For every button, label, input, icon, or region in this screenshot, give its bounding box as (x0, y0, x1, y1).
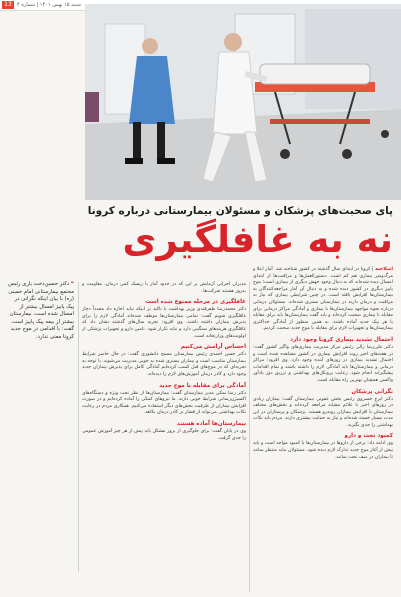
column-divider (78, 282, 79, 572)
section-text: دکتر ایرج خسروی رئیس بخش عفونی بیمارستان گفت: بیماران زیادی در روزهای اخیر با علائم مشابه مراجعه کرده‌اند و بخش‌های مختلف بیمارستان با افزایش بیماران روبه‌رو هستند. پزشکان و پرستاران در این مدت بسیار خسته شده‌اند و نیاز به حمایت بیشتری دارند. مردم باید نکات بهداشتی را جدی بگیرند. (252, 396, 393, 428)
section-text: دکتر حسن احمدی رئیس بیمارستان مسیح دانشوری گفت: در حال حاضر شرایط بیمارستان مناسب است و بیماران بستری شده به خوبی مدیریت می‌شوند. با توجه به تجربه‌ای که در موج‌های قبل کسب کرده‌ایم آمادگی کامل برای پذیرش بیماران جدید وجود دارد و کادر درمان آموزش‌های لازم را دیده‌اند. (82, 352, 246, 377)
header-text: شنبه ۱۵ بهمن ۱۴۰۱ | شماره ۴ (17, 2, 81, 8)
section-heading: بیمارستان‌ها آماده هستند (176, 420, 246, 427)
intro-text: | کرونا در ابتدای سال گذشته در کشور شناخته شد. آمار ابتلا و مرگ‌ومیر بیماری هم کم است. دستورالعمل‌ها و مراقبت‌ها از ابتدای امسال دیده شده‌اند که به دنبال وجود جهش دیگری از بیماری است؛ موج پاییز دیگری در کشور دیده شده و به دنبال آن آمار مراجعه‌کنندگان به بیمارستان‌ها افزایش یافته است. در چنین شرایطی بیماری که نیاز به مراقبت و درمان دارند در بیمارستان بستری شده‌اند. مسئولان درمانی درباره نحوه مواجهه بیمارستان‌ها با بیماری و آمادگی مراکز درمانی برای مقابله با بیماری صحبت کرده‌اند و باید گفت بیمارستان‌ها باید برای مقابله با هر پیک جدید آماده باشند. به همین منظور از آمادگی حداکثری بیمارستان‌ها و تجهیزات لازم برای مقابله با موج جدید صحبت کردیم. (253, 267, 393, 332)
section-heading: نگرانی پزشکان (351, 388, 393, 395)
section-text: وی ادامه داد: برخی از داروها در بیمارستان‌ها با کمبود مواجه است و باید پیش از آغاز موج جدید تدارک لازم دیده شود. مسئولان نباید منتظر بمانند تا بیماران در صف تخت بمانند. (253, 441, 393, 460)
article-headline: نه به غافلگیری (122, 218, 393, 261)
sidebar-quote (6, 281, 74, 341)
section-text: دکتر محمدرضا ظفرقندی وزیر بهداشت با تاکید بر اینکه نباید اجازه داد مجدداً دچار غافلگیری شویم گفت: تمامی بیمارستان‌ها موظف شده‌اند آمادگی لازم را برای پذیرش بیماران داشته باشند. وی افزود: تجربه سال‌های گذشته نشان داد که غافلگیری هزینه‌های سنگینی دارد و نباید تکرار شود. تامین دارو و تجهیزات پزشکی از اولویت‌های وزارتخانه است. (82, 307, 246, 339)
article-column-middle (82, 282, 246, 442)
page-number: 13 (2, 1, 14, 9)
section-heading: کمبود تخت و دارو (344, 433, 393, 440)
article-kicker: پای صحبت‌های پزشکان و مسئولان بیمارستانی درباره کرونا (87, 205, 393, 217)
section-heading: احساس آرامش می‌کنیم (180, 344, 246, 351)
hospital-staff-photo (85, 4, 401, 200)
section-text: وی در پایان گفت: برای جلوگیری از بروز مشکل باید پیش از هر چیز آموزش عمومی را جدی گرفت. (82, 428, 246, 441)
quote-mark-icon: ❝ (70, 281, 74, 287)
section-text: دکتر رضا نمکی مدیر بیمارستان گفت: بیمارستان‌ها از نظر تخت ویژه و دستگاه‌های اکسیژن‌رسانی شرایط خوبی دارند. ما نیروهای کمکی را آماده کرده‌ایم و در صورت افزایش بیماران از ظرفیت بخش‌های دیگر استفاده می‌کنیم. همکاری مردم در رعایت نکات بهداشتی می‌تواند از فشار بر کادر درمان بکاهد. (82, 390, 246, 416)
intro-paragraph (253, 267, 393, 333)
mid-intro-text: مدیران اجرایی آزمایش بر این که در حدود آمار با ریسک کمی درمان، مقاومت و به‌روز هستند شرکت‌ها. (82, 282, 246, 294)
intro-label: اصلاحیه (375, 267, 393, 272)
section-heading: احتمال تشدید بیماری کرونا وجود دارد (290, 336, 393, 343)
sidebar-quote-text: دکتر حسین‌دخت یاری رئیس مجتمع بیمارستانی امام خمینی (ره) با بیان اینکه نگرانی در پیک پاییز امسال بیشتر از امسال شده است، بیمارستان بیشتر از بیمه پیک پاییز است. گفت: با اقدامی در موج جدید کرونا معنی ندارد. (8, 281, 74, 340)
photo-illustration (85, 4, 401, 200)
section-text: دکتر علی‌رضا زالی رئیس مرکز مدیریت بیماری‌های واگیر کشور گفت: در هفته‌های اخیر روند افزایش بیماری در کشور مشاهده شده است و احتمال تشدید بیماری در روزهای آینده وجود دارد. وی افزود: مراکز درمانی و بیمارستان‌ها باید آمادگی لازم را داشته باشند و تمام اقدامات پیشگیرانه انجام شود. رعایت پروتکل‌های بهداشتی و تزریق دوز یادآور واکسن همچنان بهترین راه مقابله است. (253, 344, 393, 383)
section-heading: غافلگیری در مرحله ممنوع شده است (145, 299, 246, 306)
column-divider (249, 282, 250, 592)
article-column-right (253, 267, 393, 461)
section-heading: آمادگی برای مقابله با موج جدید (159, 382, 246, 389)
